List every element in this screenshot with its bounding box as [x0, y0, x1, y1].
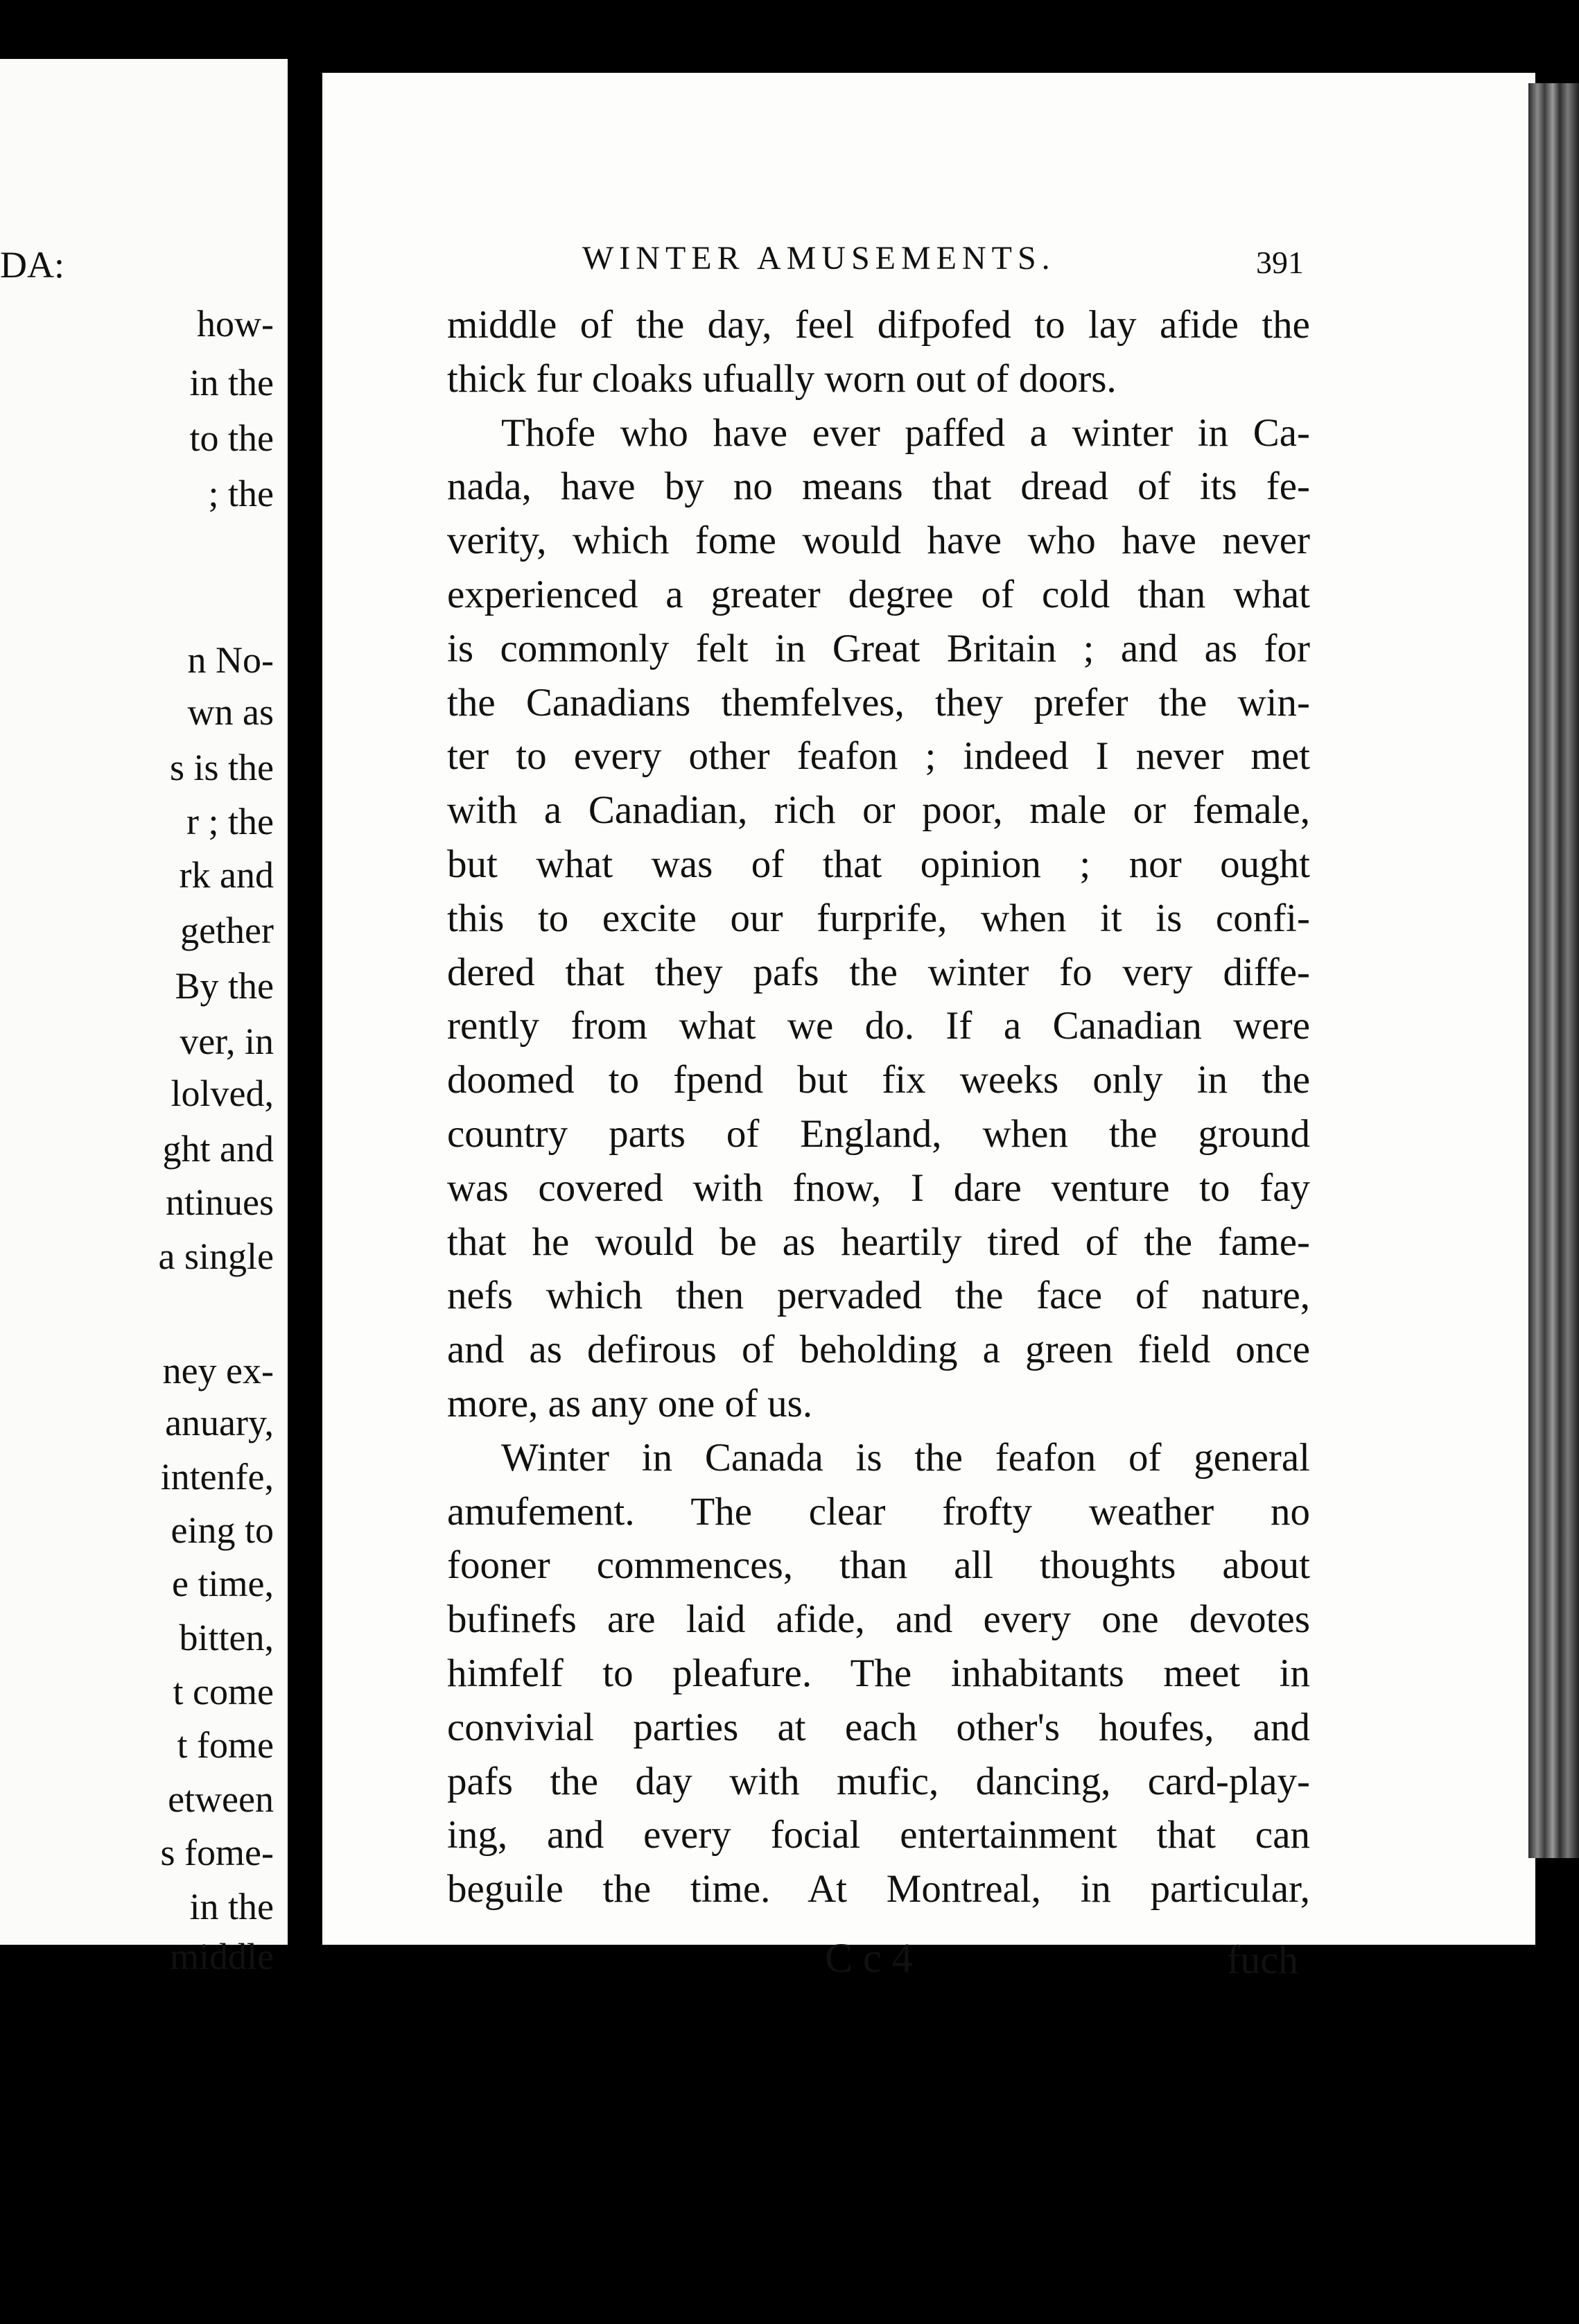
left-page-line: anuary, [165, 1402, 274, 1443]
text-line: and as defirous of beholding a green field once [447, 1328, 1310, 1372]
text-line: beguile the time. At Montreal, in particular, [447, 1867, 1310, 1911]
text-line: thick fur cloaks ufually worn out of doors. [447, 356, 1117, 401]
left-page-line: lolved, [171, 1073, 274, 1114]
left-page-line: e time, [172, 1563, 274, 1604]
text-line: was covered with fnow, I dare venture to fay [447, 1165, 1310, 1210]
left-page-line: in the [189, 1886, 274, 1927]
left-page-line: wn as [187, 691, 274, 733]
text-line: ing, and every focial entertainment that can [447, 1813, 1310, 1857]
left-page-line: intenfe, [160, 1456, 274, 1498]
text-line: verity, which fome would have who have never [447, 519, 1310, 563]
left-page-line: ght and [162, 1128, 274, 1170]
left-page-line: gether [180, 910, 274, 951]
left-page-line: DA: [0, 244, 64, 286]
text-line: ter to every other feafon ; indeed I never met [447, 734, 1310, 779]
catchword: fuch [1227, 1937, 1299, 1982]
book-gutter [288, 59, 322, 1945]
left-page-line: bitten, [179, 1617, 274, 1658]
left-page-line: rk and [179, 854, 274, 896]
left-page-line: By the [175, 965, 274, 1007]
left-page-line: s is the [169, 747, 274, 788]
page-number: 391 [1256, 245, 1304, 280]
left-page-line: s fome- [160, 1832, 274, 1873]
text-line: but what was of that opinion ; nor ought [447, 842, 1310, 886]
text-line: fooner commences, than all thoughts about [447, 1543, 1310, 1588]
text-line: nada, have by no means that dread of its fe- [447, 465, 1310, 509]
text-line: convivial parties at each other's houfes, and [447, 1705, 1310, 1749]
text-line: Winter in Canada is the feafon of general [501, 1435, 1310, 1480]
left-page-line: in the [189, 362, 274, 404]
text-line: is commonly felt in Great Britain ; and as for [447, 626, 1310, 670]
text-line: pafs the day with mufic, dancing, card-play- [447, 1759, 1310, 1803]
left-page-line: n No- [187, 639, 274, 681]
text-line: more, as any one of us. [447, 1381, 813, 1425]
left-page-line: ntinues [166, 1181, 274, 1223]
text-line: that he would be as heartily tired of the fame- [447, 1220, 1310, 1264]
text-line: experienced a greater degree of cold than what [447, 572, 1310, 616]
left-page-line: a single [158, 1235, 274, 1277]
left-page-line: etween [168, 1778, 274, 1820]
text-line: himfelf to pleafure. The inhabitants meet in [447, 1651, 1310, 1695]
text-line: with a Canadian, rich or poor, male or female, [447, 788, 1310, 833]
text-line: rently from what we do. If a Canadian were [447, 1004, 1310, 1048]
signature-mark: C c 4 [825, 1935, 913, 1981]
text-line: amufement. The clear frofty weather no [447, 1489, 1310, 1534]
left-page-line: how- [197, 303, 274, 345]
left-page-line: eing to [171, 1509, 274, 1551]
left-page-line: ver, in [180, 1021, 274, 1062]
left-page-line: to the [189, 417, 274, 459]
left-page-line: t fome [177, 1724, 274, 1766]
text-line: bufinefs are laid afide, and every one devotes [447, 1597, 1310, 1642]
text-line: doomed to fpend but fix weeks only in the [447, 1058, 1310, 1102]
page-edge [1528, 83, 1579, 1858]
text-line: the Canadians themfelves, they prefer the win- [447, 680, 1310, 725]
text-line: dered that they pafs the winter fo very diffe- [447, 950, 1310, 994]
left-page [0, 59, 288, 1977]
running-title: WINTER AMUSEMENTS. [582, 240, 1056, 277]
text-line: nefs which then pervaded the face of nature, [447, 1274, 1310, 1318]
left-page-line: r ; the [186, 801, 274, 842]
left-page-line: t come [173, 1671, 274, 1712]
left-page-line: ney ex- [162, 1350, 274, 1391]
text-line: this to excite our furprife, when it is confi- [447, 896, 1310, 940]
left-page-line: middle [170, 1936, 274, 1977]
text-line: Thofe who have ever paffed a winter in Ca- [501, 410, 1310, 455]
body-text [447, 298, 1310, 1916]
text-line: middle of the day, feel difpofed to lay afide the [447, 303, 1310, 347]
text-line: country parts of England, when the ground [447, 1111, 1310, 1156]
left-page-line: ; the [208, 473, 274, 514]
